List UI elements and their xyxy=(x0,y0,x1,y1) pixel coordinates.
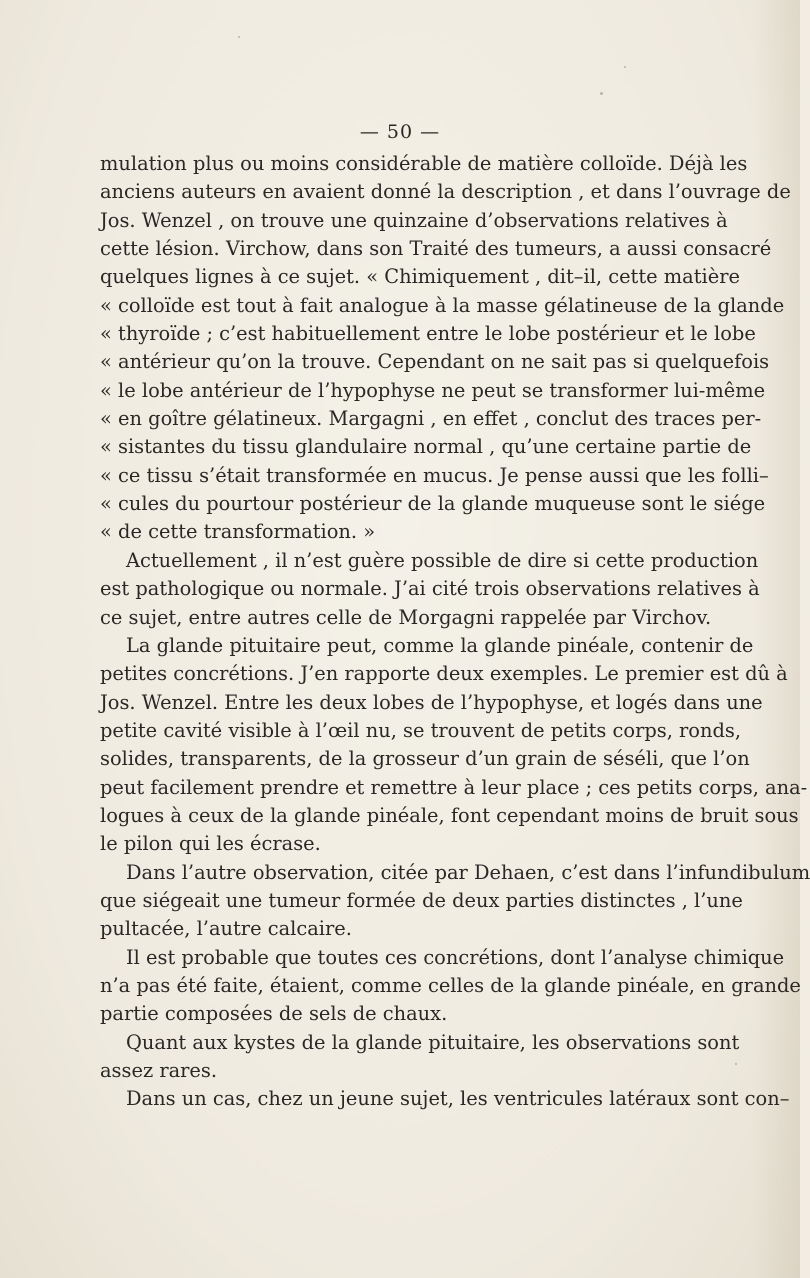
paragraph xyxy=(100,1029,740,1086)
paper-speck xyxy=(735,1063,737,1065)
text-line: assez rares. xyxy=(100,1059,218,1082)
text-line: mulation plus ou moins considérable de matière colloïde. Déjà les xyxy=(100,152,748,175)
text-line: cette lésion. Virchow, dans son Traité des tumeurs, a aussi consacré xyxy=(100,237,772,261)
text-line: peut facilement prendre et remettre à leur place ; ces petits corps, ana- xyxy=(100,775,808,799)
text-line: La glande pituitaire peut, comme la glande pinéale, contenir de xyxy=(126,633,754,657)
body-text xyxy=(100,150,810,1114)
paragraph xyxy=(100,547,760,632)
text-line: petite cavité visible à l’œil nu, se trouvent de petits corps, ronds, xyxy=(100,718,741,742)
text-line: « de cette transformation. » xyxy=(100,520,376,544)
text-line: ce sujet, entre autres celle de Morgagni rappelée par Virchov. xyxy=(100,605,712,629)
text-line: le pilon qui les écrase. xyxy=(100,832,321,856)
text-line: Actuellement , il n’est guère possible de dire si cette production xyxy=(126,548,759,572)
text-line: Quant aux kystes de la glande pituitaire, les observations sont xyxy=(126,1030,740,1054)
paper-speck xyxy=(600,92,603,95)
text-line: « thyroïde ; c’est habituellement entre le lobe postérieur et le lobe xyxy=(100,322,756,346)
text-line: n’a pas été faite, étaient, comme celles de la glande pinéale, en grande xyxy=(100,973,801,997)
paper-speck xyxy=(624,66,626,68)
text-line: « en goître gélatineux. Margagni , en effet , conclut des traces per- xyxy=(100,407,762,431)
text-line: Il est probable que toutes ces concrétions, dont l’analyse chimique xyxy=(126,945,785,969)
text-line: Jos. Wenzel , on trouve une quinzaine d’observations relatives à xyxy=(100,208,728,232)
text-line: « le lobe antérieur de l’hypophyse ne peut se transformer lui-même xyxy=(100,378,766,402)
paragraph xyxy=(100,150,791,547)
text-line: partie composées de sels de chaux. xyxy=(100,1002,448,1026)
text-line: Dans un cas, chez un jeune sujet, les ventricules latéraux sont con– xyxy=(126,1087,790,1111)
text-line: anciens auteurs en avaient donné la description , et dans l’ouvrage de xyxy=(100,180,791,204)
paragraph xyxy=(100,944,801,1029)
text-line: « cules du pourtour postérieur de la glande muqueuse sont le siége xyxy=(100,492,766,516)
text-line: quelques lignes à ce sujet. « Chimiquement , dit–il, cette matière xyxy=(100,265,740,289)
text-line: logues à ceux de la glande pinéale, font cependant moins de bruit sous xyxy=(100,803,799,827)
text-line: Jos. Wenzel. Entre les deux lobes de l’hypophyse, et logés dans une xyxy=(100,690,763,714)
text-line: pultacée, l’autre calcaire. xyxy=(100,917,352,941)
text-line: petites concrétions. J’en rapporte deux exemples. Le premier est dû à xyxy=(100,662,788,686)
paper-speck xyxy=(238,36,240,38)
paragraph xyxy=(100,632,808,859)
text-line: « ce tissu s’était transformée en mucus. Je pense aussi que les folli– xyxy=(100,463,769,487)
paragraph xyxy=(100,1085,790,1113)
paragraph xyxy=(100,859,810,944)
text-line: « colloïde est tout à fait analogue à la masse gélatineuse de la glande xyxy=(100,293,785,317)
page-number: — 50 — xyxy=(359,121,441,143)
text-line: est pathologique ou normale. J’ai cité trois observations relatives à xyxy=(100,577,760,601)
text-line: « antérieur qu’on la trouve. Cependant on ne sait pas si quelquefois xyxy=(100,350,770,374)
text-line: que siégeait une tumeur formée de deux parties distinctes , l’une xyxy=(100,888,743,912)
text-line: solides, transparents, de la grosseur d’un grain de séséli, que l’on xyxy=(100,747,750,771)
text-line: Dans l’autre observation, citée par Dehaen, c’est dans l’infundibulum xyxy=(126,860,810,884)
text-line: « sistantes du tissu glandulaire normal , qu’une certaine partie de xyxy=(100,435,752,459)
